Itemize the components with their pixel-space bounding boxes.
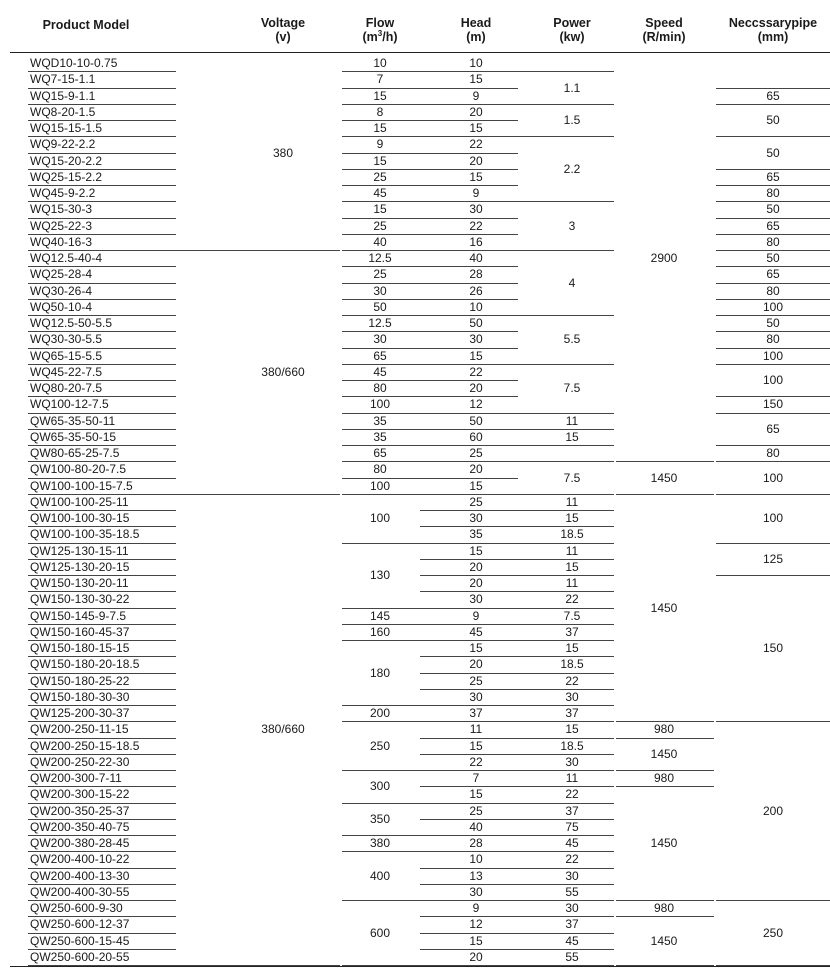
header-pipe — [716, 16, 830, 44]
model-cell: QW150-180-30-30 — [30, 689, 130, 704]
power-group-divider — [518, 364, 614, 365]
flow-cell: 65 — [373, 348, 387, 363]
model-cell: WQ30-30-5.5 — [30, 332, 103, 347]
flow-cell: 35 — [373, 413, 387, 428]
head-row-divider — [420, 185, 518, 186]
pipe-cell: 65 — [766, 88, 780, 103]
head-cell: 12 — [469, 917, 483, 932]
model-cell: QW150-180-20-18.5 — [30, 657, 140, 672]
power-cell: 15 — [565, 511, 579, 526]
head-cell: 37 — [469, 706, 483, 721]
speed-cell: 1450 — [650, 746, 678, 761]
header-speed-label: Speed — [645, 16, 683, 30]
model-cell: WQ8-20-1.5 — [30, 104, 96, 119]
flow-cell: 45 — [373, 364, 387, 379]
head-cell: 10 — [469, 56, 483, 71]
pipe-cell: 80 — [766, 234, 780, 249]
pipe-cell: 100 — [762, 348, 784, 363]
model-cell: QW100-100-30-15 — [30, 511, 130, 526]
power-cell: 55 — [565, 884, 579, 899]
pipe-cell: 80 — [766, 283, 780, 298]
pipe-cell: 65 — [766, 218, 780, 233]
pipe-cell: 65 — [766, 421, 780, 436]
speed-cell: 2900 — [650, 251, 678, 266]
head-cell: 20 — [469, 949, 483, 964]
header-flow-unit-post: /h) — [382, 30, 398, 44]
flow-group-divider — [342, 721, 420, 722]
model-cell: WQ12.5-50-5.5 — [30, 316, 113, 331]
model-cell: QW150-160-45-37 — [30, 624, 130, 639]
header-flow — [340, 16, 420, 44]
model-cell: QW150-180-15-15 — [30, 641, 130, 656]
model-cell: QW65-35-50-15 — [30, 429, 117, 444]
model-cell: QW250-600-9-30 — [30, 901, 123, 916]
flow-cell: 12.5 — [368, 316, 392, 331]
speed-cell: 1450 — [650, 600, 678, 615]
model-cell: WQ9-22-2.2 — [30, 137, 96, 152]
flow-cell: 15 — [373, 202, 387, 217]
header-head-unit: (m) — [466, 30, 486, 44]
head-cell: 35 — [469, 527, 483, 542]
speed-cell: 980 — [653, 722, 675, 737]
power-cell: 15 — [565, 641, 579, 656]
pipe-group-divider — [716, 104, 830, 105]
head-cell: 22 — [469, 218, 483, 233]
pipe-cell: 150 — [762, 397, 784, 412]
head-cell: 7 — [472, 771, 480, 786]
model-cell: QW200-400-13-30 — [30, 868, 130, 883]
model-cell: WQ7-15-1.1 — [30, 72, 96, 87]
flow-cell: 15 — [373, 88, 387, 103]
power-cell: 1.5 — [563, 113, 581, 127]
power-cell: 7.5 — [563, 381, 581, 396]
header-power-label: Power — [553, 16, 591, 30]
power-cell: 11 — [565, 771, 579, 786]
model-cell: QW250-600-20-55 — [30, 949, 130, 964]
flow-group-divider — [342, 640, 420, 641]
head-cell: 15 — [469, 543, 483, 558]
speed-group-divider — [616, 738, 714, 739]
model-cell: QW100-100-25-11 — [30, 494, 129, 509]
speed-group-divider — [616, 786, 714, 787]
power-cell: 37 — [565, 624, 579, 639]
flow-cell: 145 — [369, 608, 391, 623]
voltage-cell: 380/660 — [261, 364, 305, 379]
flow-cell: 10 — [373, 56, 387, 71]
flow-cell: 50 — [373, 299, 387, 314]
head-cell: 20 — [469, 462, 483, 477]
head-cell: 28 — [469, 836, 483, 851]
flow-cell: 25 — [373, 169, 387, 184]
pipe-cell: 50 — [766, 251, 780, 266]
header-flow-unit-sup: 3 — [377, 28, 383, 38]
power-group-divider — [518, 104, 614, 105]
flow-group-divider — [342, 803, 420, 804]
model-cell: WQ25-15-2.2 — [30, 169, 103, 184]
head-cell: 15 — [469, 348, 483, 363]
header-rule — [10, 52, 830, 53]
model-cell: QW65-35-50-11 — [30, 413, 116, 428]
header-power-unit: (kw) — [559, 30, 585, 44]
power-group-divider — [518, 461, 614, 462]
model-cell: QW100-80-20-7.5 — [30, 462, 127, 477]
model-cell: WQ40-16-3 — [30, 234, 93, 249]
table-bottom-rule — [10, 966, 830, 967]
model-cell: WQ45-22-7.5 — [30, 364, 103, 379]
pipe-group-divider — [716, 494, 830, 495]
model-cell: WQ15-30-3 — [30, 202, 93, 217]
flow-cell: 350 — [369, 811, 391, 826]
header-speed — [624, 16, 704, 44]
power-cell: 30 — [565, 689, 579, 704]
power-cell: 5.5 — [563, 332, 581, 347]
model-cell: QW200-300-15-22 — [30, 787, 130, 802]
model-cell: QW200-400-30-55 — [30, 884, 130, 899]
flow-group-divider — [342, 900, 420, 901]
power-cell: 22 — [565, 673, 579, 688]
head-cell: 20 — [469, 104, 483, 119]
power-cell: 30 — [565, 868, 579, 883]
model-cell: QW200-250-15-18.5 — [30, 738, 140, 753]
header-voltage-unit: (v) — [275, 30, 291, 44]
pipe-cell: 50 — [766, 316, 780, 331]
head-cell: 30 — [469, 689, 483, 704]
flow-cell: 8 — [376, 104, 384, 119]
power-cell: 3 — [568, 218, 576, 233]
pipe-cell: 80 — [766, 446, 780, 461]
model-cell: WQ25-28-4 — [30, 267, 93, 282]
head-cell: 22 — [469, 754, 483, 769]
pipe-group-divider — [716, 543, 830, 544]
power-group-divider — [518, 250, 614, 251]
head-cell: 9 — [472, 608, 480, 623]
pipe-cell: 100 — [762, 299, 784, 314]
model-cell: WQ25-22-3 — [30, 218, 93, 233]
power-cell: 15 — [565, 722, 579, 737]
pipe-cell: 80 — [766, 332, 780, 347]
flow-cell: 250 — [369, 738, 391, 753]
power-cell: 11 — [565, 494, 579, 509]
head-cell: 16 — [469, 234, 483, 249]
speed-group-divider — [616, 461, 714, 462]
head-cell: 9 — [472, 88, 480, 103]
model-cell: QW100-100-15-7.5 — [30, 478, 133, 493]
header-model-label: Product Model — [42, 18, 130, 32]
head-cell: 26 — [469, 283, 483, 298]
model-cell: WQ45-9-2.2 — [30, 186, 96, 201]
flow-cell: 30 — [373, 283, 387, 298]
pipe-cell: 100 — [762, 511, 784, 526]
power-cell: 4 — [568, 275, 576, 290]
pipe-cell: 50 — [766, 202, 780, 217]
flow-cell: 25 — [373, 218, 387, 233]
model-cell: QW100-100-35-18.5 — [30, 527, 140, 542]
head-cell: 9 — [472, 186, 480, 201]
header-power — [532, 16, 612, 44]
model-cell: WQD10-10-0.75 — [30, 56, 118, 71]
model-cell: QW200-300-7-11 — [30, 771, 122, 786]
flow-cell: 300 — [369, 779, 391, 794]
head-cell: 20 — [469, 153, 483, 168]
head-cell: 15 — [469, 641, 483, 656]
power-cell: 30 — [565, 754, 579, 769]
head-cell: 15 — [469, 478, 483, 493]
flow-cell: 200 — [369, 706, 391, 721]
head-cell: 60 — [469, 429, 483, 444]
pipe-group-divider — [716, 900, 830, 901]
flow-cell: 180 — [369, 665, 391, 680]
head-cell: 30 — [469, 592, 483, 607]
model-cell: QW250-600-12-37 — [30, 917, 130, 932]
header-head — [436, 16, 516, 44]
model-cell: QW200-400-10-22 — [30, 852, 130, 867]
header-pipe-unit: (mm) — [757, 30, 789, 44]
speed-cell: 980 — [653, 771, 675, 786]
pipe-group-divider — [716, 461, 830, 462]
model-cell: QW150-145-9-7.5 — [30, 608, 127, 623]
head-cell: 30 — [469, 202, 483, 217]
flow-cell: 25 — [373, 267, 387, 282]
head-cell: 25 — [469, 446, 483, 461]
speed-group-divider — [616, 494, 714, 495]
power-cell: 37 — [565, 803, 579, 818]
head-row-divider — [420, 608, 518, 609]
model-cell: QW80-65-25-7.5 — [30, 446, 120, 461]
pipe-group-divider — [716, 413, 830, 414]
head-cell: 20 — [469, 576, 483, 591]
pipe-cell: 80 — [766, 186, 780, 201]
head-cell: 20 — [469, 381, 483, 396]
model-cell: QW125-130-20-15 — [30, 559, 130, 574]
head-cell: 15 — [469, 121, 483, 136]
model-cell: QW200-380-28-45 — [30, 836, 130, 851]
flow-cell: 600 — [369, 925, 391, 940]
head-cell: 30 — [469, 511, 483, 526]
model-cell: QW150-130-30-22 — [30, 592, 130, 607]
head-cell: 9 — [472, 901, 480, 916]
flow-group-divider — [342, 494, 420, 495]
head-cell: 12 — [469, 397, 483, 412]
power-cell: 15 — [565, 429, 579, 444]
model-cell: QW200-250-11-15 — [30, 722, 129, 737]
power-cell: 11 — [565, 413, 579, 428]
flow-cell: 12.5 — [368, 251, 392, 266]
power-cell: 2.2 — [563, 161, 581, 176]
head-cell: 50 — [469, 316, 483, 331]
speed-group-divider — [616, 916, 714, 917]
head-cell: 13 — [469, 868, 483, 883]
pipe-cell: 50 — [766, 113, 780, 127]
flow-cell: 15 — [373, 121, 387, 136]
head-cell: 28 — [469, 267, 483, 282]
head-cell: 10 — [469, 852, 483, 867]
head-cell: 20 — [469, 559, 483, 574]
power-cell: 22 — [565, 787, 579, 802]
head-cell: 45 — [469, 624, 483, 639]
header-pipe-label: Neccssarypipe — [728, 16, 818, 30]
header-speed-unit: (R/min) — [642, 30, 686, 44]
power-cell: 18.5 — [560, 738, 584, 753]
pipe-cell: 200 — [762, 803, 784, 818]
power-cell: 11 — [565, 543, 579, 558]
head-cell: 11 — [469, 722, 483, 737]
voltage-group-divider — [176, 250, 340, 251]
head-row-divider — [420, 900, 518, 901]
power-group-divider — [518, 71, 614, 72]
model-cell: QW250-600-15-45 — [30, 933, 130, 948]
speed-cell: 1450 — [650, 470, 678, 485]
head-cell: 40 — [469, 251, 483, 266]
flow-cell: 100 — [369, 397, 391, 412]
header-voltage-label: Voltage — [260, 16, 306, 30]
flow-cell: 100 — [369, 478, 391, 493]
flow-cell: 30 — [373, 332, 387, 347]
power-cell: 11 — [565, 576, 579, 591]
model-cell: WQ50-10-4 — [30, 299, 93, 314]
speed-cell: 1450 — [650, 836, 678, 851]
head-cell: 25 — [469, 803, 483, 818]
power-cell: 30 — [565, 901, 579, 916]
model-cell: WQ12.5-40-4 — [30, 251, 103, 266]
pipe-cell: 65 — [766, 267, 780, 282]
flow-cell: 80 — [373, 462, 387, 477]
power-cell: 22 — [565, 592, 579, 607]
model-cell: QW200-350-40-75 — [30, 819, 130, 834]
power-cell: 15 — [565, 559, 579, 574]
flow-cell: 80 — [373, 381, 387, 396]
head-cell: 15 — [469, 787, 483, 802]
model-cell: QW125-200-30-37 — [30, 706, 130, 721]
power-group-divider — [518, 315, 614, 316]
pipe-group-divider — [716, 364, 830, 365]
header-product-model — [0, 18, 172, 32]
model-cell: WQ80-20-7.5 — [30, 381, 103, 396]
flow-group-divider — [342, 851, 420, 852]
pipe-cell: 100 — [762, 470, 784, 485]
flow-cell: 380 — [369, 836, 391, 851]
power-cell: 37 — [565, 706, 579, 721]
pipe-cell: 100 — [762, 373, 784, 387]
flow-group-divider — [342, 543, 420, 544]
power-cell: 55 — [565, 949, 579, 964]
power-cell: 1.1 — [563, 80, 581, 95]
flow-cell: 160 — [369, 624, 391, 639]
flow-group-divider — [342, 770, 420, 771]
head-cell: 30 — [469, 332, 483, 347]
power-group-divider — [518, 136, 614, 137]
head-cell: 25 — [469, 494, 483, 509]
power-cell: 18.5 — [560, 527, 584, 542]
model-cell: WQ65-15-5.5 — [30, 348, 103, 363]
pipe-group-divider — [716, 136, 830, 137]
flow-cell: 100 — [369, 511, 391, 526]
head-cell: 25 — [469, 673, 483, 688]
voltage-cell: 380 — [272, 145, 294, 160]
header-voltage — [243, 16, 323, 44]
head-row-divider — [420, 770, 518, 771]
flow-cell: 15 — [373, 153, 387, 168]
pipe-group-divider — [716, 721, 830, 722]
model-cell: WQ15-15-1.5 — [30, 121, 103, 136]
voltage-cell: 380/660 — [261, 722, 305, 737]
model-cell: QW200-250-22-30 — [30, 754, 130, 769]
head-cell: 15 — [469, 169, 483, 184]
power-cell: 45 — [565, 836, 579, 851]
head-cell: 22 — [469, 364, 483, 379]
speed-cell: 980 — [653, 901, 675, 916]
head-cell: 22 — [469, 137, 483, 152]
power-cell: 45 — [565, 933, 579, 948]
header-head-label: Head — [460, 16, 492, 30]
header-flow-unit — [340, 30, 420, 44]
power-group-divider — [518, 201, 614, 202]
model-cell: WQ30-26-4 — [30, 283, 93, 298]
model-cell: QW150-180-25-22 — [30, 673, 130, 688]
header-flow-label: Flow — [365, 16, 395, 30]
power-cell: 75 — [565, 819, 579, 834]
power-cell: 7.5 — [563, 608, 581, 623]
pipe-cell: 250 — [762, 925, 784, 940]
head-cell: 40 — [469, 819, 483, 834]
flow-cell: 65 — [373, 446, 387, 461]
flow-cell: 7 — [376, 72, 384, 87]
model-cell: WQ15-20-2.2 — [30, 153, 103, 168]
power-cell: 22 — [565, 852, 579, 867]
pipe-cell: 125 — [762, 551, 784, 566]
flow-cell: 35 — [373, 429, 387, 444]
model-cell: QW125-130-15-11 — [30, 543, 129, 558]
voltage-group-divider — [176, 494, 340, 495]
model-cell: QW150-130-20-11 — [30, 576, 129, 591]
power-cell: 18.5 — [560, 657, 584, 672]
power-group-divider — [518, 445, 614, 446]
head-row-divider — [420, 88, 518, 89]
header-flow-unit-pre: (m — [362, 30, 378, 44]
flow-cell: 45 — [373, 186, 387, 201]
flow-cell: 9 — [376, 137, 384, 152]
flow-cell: 400 — [369, 868, 391, 883]
pipe-group-divider — [716, 575, 830, 576]
head-cell: 20 — [469, 657, 483, 672]
head-cell: 15 — [469, 72, 483, 87]
speed-cell: 1450 — [650, 933, 678, 948]
flow-cell: 130 — [369, 568, 391, 582]
head-cell: 50 — [469, 413, 483, 428]
model-cell: WQ15-9-1.1 — [30, 88, 96, 103]
model-cell: QW200-350-25-37 — [30, 803, 130, 818]
power-cell: 7.5 — [563, 470, 581, 485]
head-cell: 15 — [469, 933, 483, 948]
head-cell: 15 — [469, 738, 483, 753]
flow-cell: 40 — [373, 234, 387, 249]
head-cell: 30 — [469, 884, 483, 899]
pipe-cell: 50 — [766, 145, 780, 160]
pipe-cell: 150 — [762, 641, 784, 656]
power-cell: 37 — [565, 917, 579, 932]
pipe-cell: 65 — [766, 169, 780, 184]
model-cell: WQ100-12-7.5 — [30, 397, 109, 412]
head-cell: 10 — [469, 299, 483, 314]
